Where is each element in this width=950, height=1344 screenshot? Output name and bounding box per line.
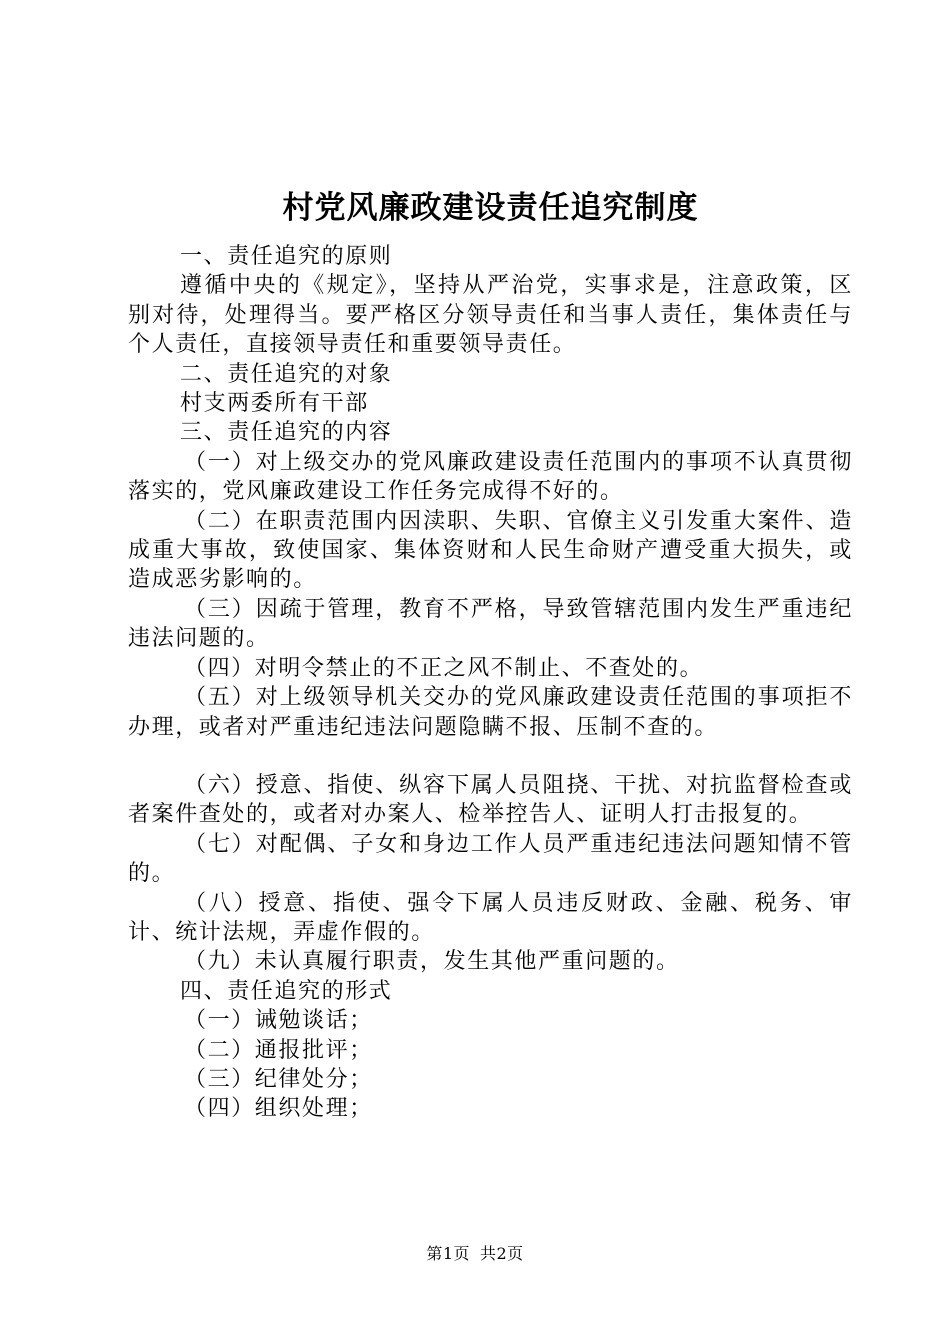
document-page [128, 180, 853, 1124]
section-heading-content: 三、责任追究的内容 [180, 420, 393, 446]
section-heading-target: 二、责任追究的对象 [180, 361, 393, 387]
content-item-8: （八）授意、指使、强令下属人员违反财政、金融、税务、审计、统计法规，弄虚作假的。 [128, 890, 853, 945]
document-title: 村党风廉政建设责任追究制度 [282, 190, 699, 226]
content-item-4: （四）对明令禁止的不正之风不制止、不查处的。 [184, 655, 704, 681]
content-item-5: （五）对上级领导机关交办的党风廉政建设责任范围的事项拒不办理，或者对严重违纪违法问题隐瞒不报、压制不查的。 [128, 685, 853, 740]
content-item-3: （三）因疏于管理，教育不严格，导致管辖范围内发生严重违纪违法问题的。 [128, 596, 853, 652]
form-item-4: （四）组织处理； [184, 1096, 373, 1122]
content-item-6: （六）授意、指使、纵容下属人员阻挠、干扰、对抗监督检查或者案件查处的，或者对办案人、检举控告人、证明人打击报复的。 [128, 772, 853, 828]
content-item-7: （七）对配偶、子女和身边工作人员严重违纪违法问题知情不管的。 [128, 831, 853, 887]
form-item-3: （三）纪律处分； [184, 1066, 373, 1092]
form-item-1: （一）诫勉谈话； [184, 1008, 373, 1034]
section-heading-principle: 一、责任追究的原则 [180, 244, 393, 269]
page-number: 第1页 [426, 1244, 470, 1263]
section-heading-form: 四、责任追究的形式 [180, 978, 393, 1004]
form-item-2: （二）通报批评； [184, 1037, 373, 1063]
content-item-1: （一）对上级交办的党风廉政建设责任范围内的事项不认真贯彻落实的，党风廉政建设工作任务完成得不好的。 [128, 449, 853, 505]
paragraph-target: 村支两委所有干部 [180, 391, 369, 417]
page-total: 共2页 [480, 1244, 524, 1263]
paragraph-principle: 遵循中央的《规定》，坚持从严治党，实事求是，注意政策，区别对待，处理得当。要严格区分领导责任和当事人责任，集体责任与个人责任，直接领导责任和重要领导责任。 [128, 273, 853, 358]
page-footer [0, 1241, 950, 1264]
document-body [128, 242, 853, 1124]
content-item-9: （九）未认真履行职责，发生其他严重问题的。 [184, 949, 680, 975]
content-item-2: （二）在职责范围内因渎职、失职、官僚主义引发重大案件、造成重大事故，致使国家、集体资财和人民生命财产遭受重大损失，或造成恶劣影响的。 [128, 508, 853, 593]
